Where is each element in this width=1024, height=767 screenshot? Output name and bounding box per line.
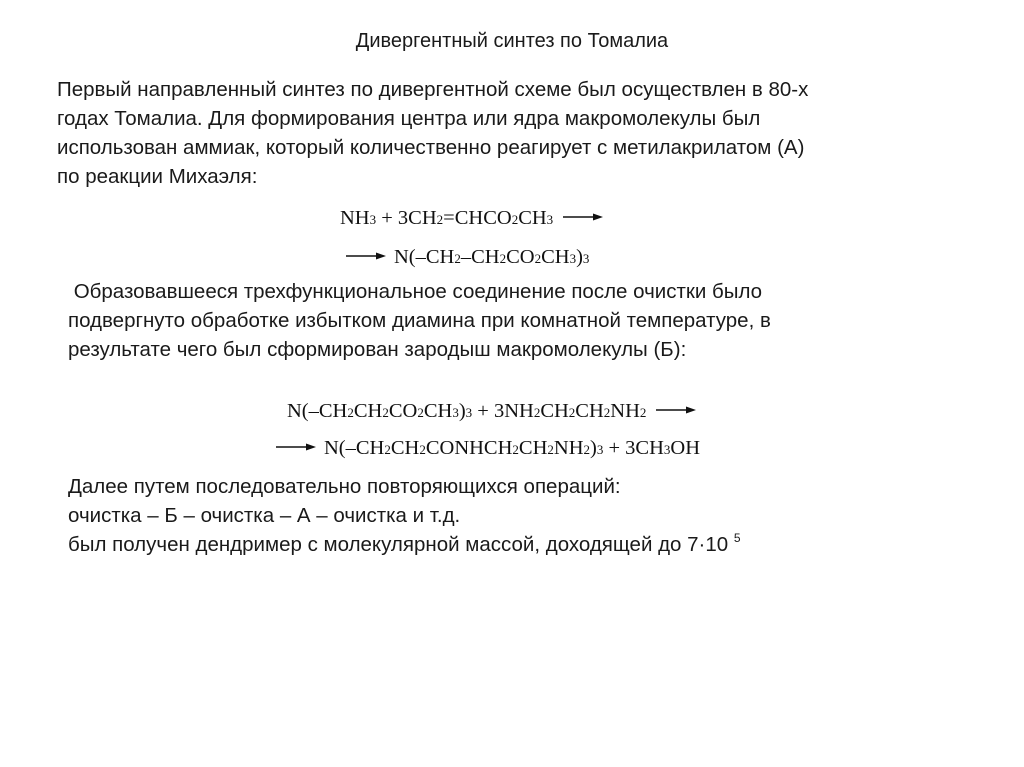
second-paragraph [68,277,771,364]
text-line: Первый направленный синтез по дивергентной схеме был осуществлен в 80-х [57,78,809,101]
text-line: подвергнуто обработке избытком диамина при комнатной температуре, в [68,309,771,332]
reaction-equation-3: N(–CH 2 CH 2 CO 2 CH 3 ) 3 + 3NH 2 CH 2 CH 2 NH 2 [287,400,702,423]
slide-title: Дивергентный синтез по Томалиа [355,30,669,52]
text-line-last: был получен дендример с молекулярной массой, доходящей до 7·10 $^5$ [68,531,741,556]
reaction-arrow-icon [563,214,603,224]
reaction-equation-2: N(–CH 2 –CH 2 CO 2 CH 3 ) 3 [346,246,589,269]
text-line: результате чего был сформирован зародыш макромолекулы (Б): [68,338,687,361]
reaction-arrow-icon [276,444,316,454]
reaction-arrow-icon [656,407,696,417]
text-line: очистка – Б – очистка – А – очистка и т.д. [68,504,461,527]
text-line: по реакции Михаэля: [57,165,258,188]
reaction-equation-4: N(–CH 2 CH 2 CONHCH 2 CH 2 NH 2 ) 3 + 3CH 3 OH [276,437,700,460]
reaction-arrow-icon [346,253,386,263]
exponent: 5 [733,531,741,545]
text-line: использован аммиак, который количественно реагирует с метилакрилатом (А) [57,136,805,159]
conclusion-paragraph [68,472,741,559]
intro-paragraph [57,75,808,191]
text-line: Образовавшееся трехфункциональное соединение после очистки было [68,280,763,303]
text-line: Далее путем последовательно повторяющихся операций: [68,475,621,498]
reaction-equation-1: NH 3 + 3CH 2 =CHCO 2 CH 3 [340,207,609,230]
text-line: годах Томалиа. Для формирования центра или ядра макромолекулы был [57,107,761,130]
